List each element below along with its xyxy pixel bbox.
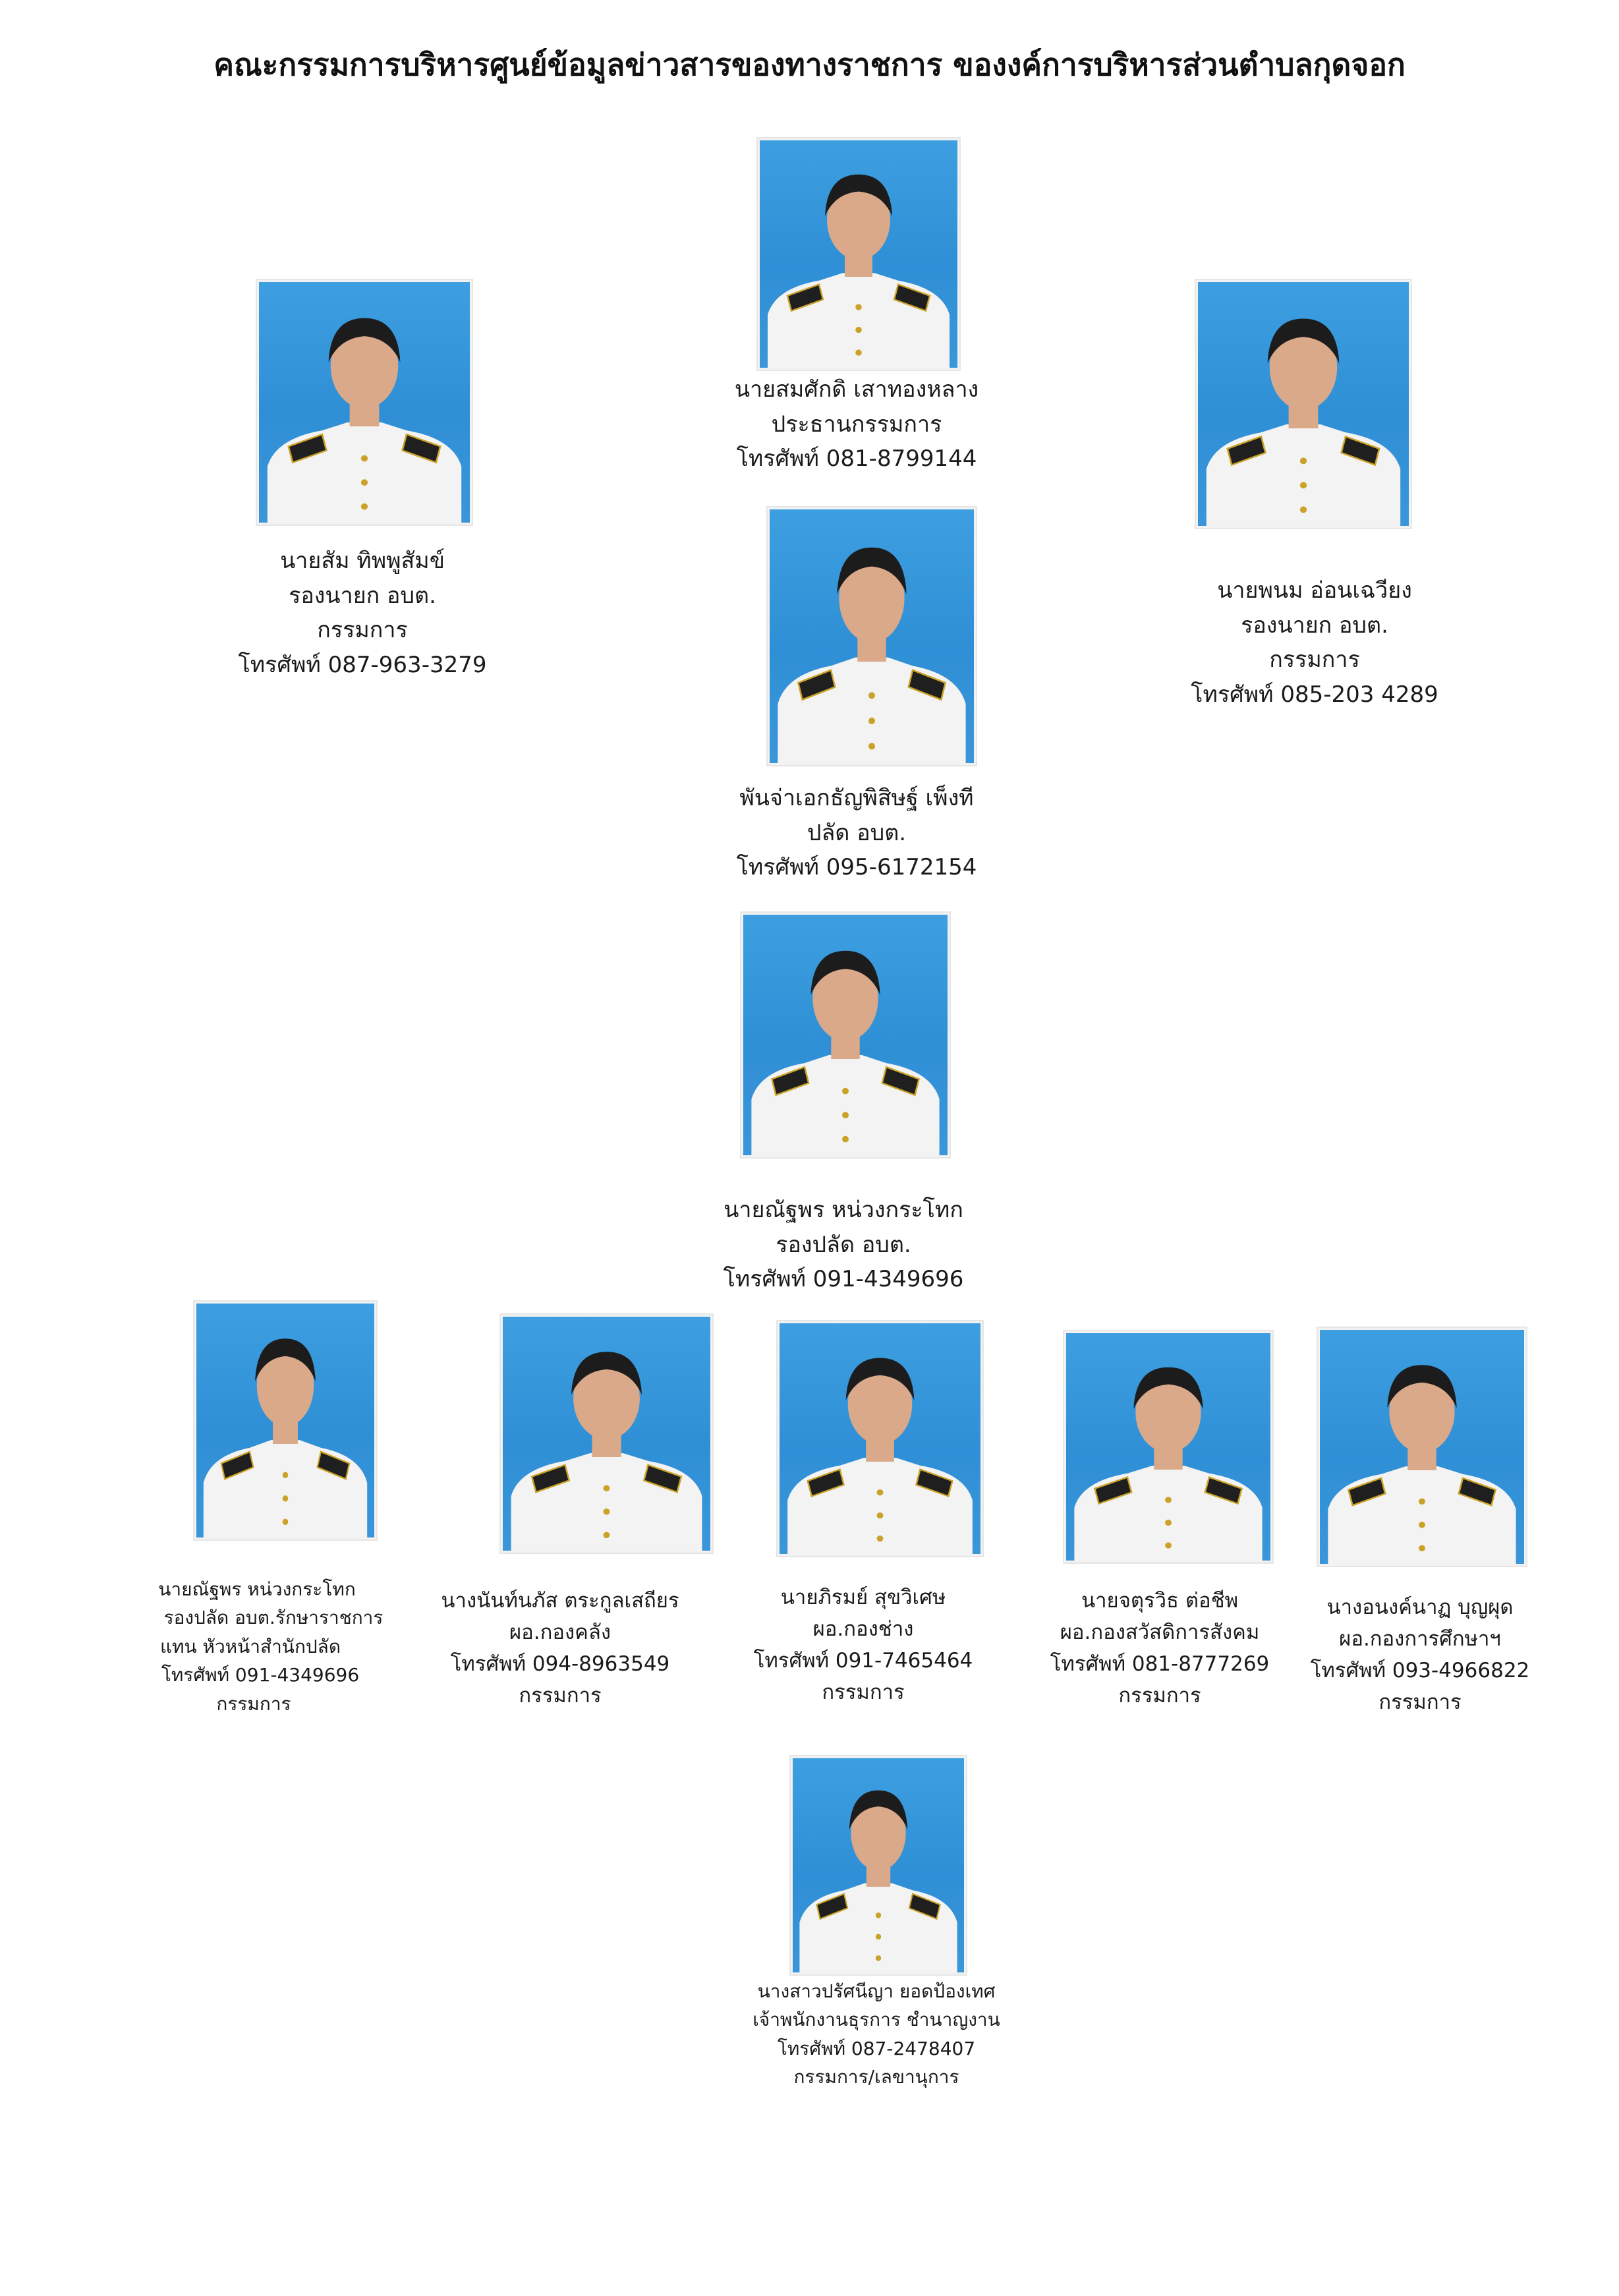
member-duty: กรรมการ (216, 1692, 291, 1715)
member-role: เจ้าพนักงานธุรการ ชำนาญงาน (753, 2009, 1000, 2031)
portrait-secretary (791, 1756, 966, 1974)
portrait-deputy-right (1196, 280, 1411, 528)
member-role-extra: แทน หัวหน้าสำนักปลัด (159, 1635, 341, 1657)
portrait-figure (503, 1317, 710, 1551)
portrait-figure (196, 1304, 374, 1537)
portrait-row4-5 (1318, 1328, 1526, 1566)
member-phone: โทรศัพท์ 091-4349696 (161, 1664, 360, 1686)
portrait-figure (780, 1323, 980, 1554)
member-name: นายสมศักดิ เสาทองหลาง (734, 376, 979, 403)
member-duty: กรรมการ/เลขานุการ (793, 2066, 959, 2088)
portrait-figure (770, 509, 974, 763)
portrait-figure (793, 1758, 964, 1972)
portrait-row4-4 (1064, 1331, 1272, 1563)
portrait-row4-1 (194, 1302, 376, 1539)
caption-row4-2 (422, 1585, 698, 1711)
member-duty: กรรมการ (822, 1680, 905, 1705)
portrait-row4-3 (778, 1321, 982, 1556)
member-duty: กรรมการ (317, 617, 408, 644)
member-phone: โทรศัพท์ 085-203 4289 (1191, 681, 1438, 708)
member-name: นายจตุรวิธ ต่อชีพ (1081, 1589, 1239, 1613)
member-phone: โทรศัพท์ 091-4349696 (723, 1266, 964, 1293)
page-title: คณะกรรมการบริหารศูนย์ข้อมูลข่าวสารของทางราชการ ของงค์การบริหารส่วนตำบลกุดจอก (213, 47, 1406, 82)
portrait-clerk (768, 507, 976, 765)
member-name: นางสาวปรัศนีญา ยอดป้องเทศ (757, 1980, 996, 2002)
member-name: นายพนม อ่อนเฉวียง (1217, 577, 1412, 604)
portrait-figure (1066, 1333, 1270, 1561)
member-phone: โทรศัพท์ 093-4966822 (1310, 1659, 1530, 1683)
caption-chairman (659, 372, 1054, 476)
member-role: ผอ.กองการศึกษาฯ (1339, 1627, 1501, 1651)
member-name: นายณัฐพร หน่วงกระโทก (158, 1578, 356, 1600)
member-phone: โทรศัพท์ 094-8963549 (450, 1652, 670, 1677)
member-duty: กรรมการ (1378, 1690, 1462, 1715)
caption-deputy-right (1117, 573, 1512, 712)
member-duty: กรรมการ (1269, 646, 1360, 674)
caption-row4-3 (725, 1582, 1002, 1708)
member-role: ผอ.กองคลัง (509, 1621, 611, 1645)
member-role: ผอ.กองสวัสดิการสังคม (1060, 1621, 1260, 1645)
member-name: นายสัม ทิพพูสัมข์ (280, 548, 445, 574)
portrait-figure (743, 915, 948, 1155)
portrait-figure (1320, 1330, 1524, 1564)
caption-clerk (659, 781, 1054, 885)
member-phone: โทรศัพท์ 095-6172154 (736, 854, 977, 881)
member-duty: กรรมการ (1118, 1684, 1201, 1708)
caption-deputy-left (165, 544, 560, 683)
member-duty: กรรมการ (519, 1684, 602, 1708)
caption-secretary (712, 1977, 1041, 2092)
portrait-row4-2 (501, 1315, 712, 1553)
member-phone: โทรศัพท์ 081-8777269 (1050, 1652, 1270, 1677)
caption-row4-4 (1011, 1585, 1308, 1711)
portrait-chairman (758, 138, 959, 370)
member-role: รองนายก อบต. (1241, 612, 1388, 639)
member-role: รองปลัด อบต.รักษาราชการ (163, 1607, 383, 1629)
member-phone: โทรศัพท์ 091-7465464 (753, 1649, 973, 1673)
member-phone: โทรศัพท์ 087-963-3279 (238, 652, 487, 679)
caption-deputy-clerk (646, 1193, 1041, 1297)
portrait-deputy-clerk (741, 913, 950, 1157)
portrait-figure (1198, 282, 1409, 526)
portrait-figure (760, 140, 957, 368)
member-name: นายภิรมย์ สุขวิเศษ (780, 1586, 946, 1609)
member-role: ผอ.กองช่าง (812, 1617, 914, 1642)
member-phone: โทรศัพท์ 087-2478407 (777, 2037, 976, 2059)
member-role: รองปลัด อบต. (776, 1231, 911, 1258)
member-role: รองนายก อบต. (289, 582, 436, 609)
member-role: ประธานกรรมการ (771, 411, 942, 438)
member-name: นางอนงค์นาฏ บุญผุด (1326, 1595, 1514, 1619)
member-name: พันจ่าเอกธัญพิสิษฐ์ เพ็งที (739, 785, 974, 811)
portrait-deputy-left (257, 280, 472, 525)
portrait-figure (259, 282, 470, 523)
member-name: นายณัฐพร หน่วงกระโทก (724, 1197, 963, 1223)
member-name: นางนันท์นภัส ตระกูลเสถียร (441, 1589, 679, 1613)
caption-row4-5 (1272, 1592, 1568, 1718)
member-role: ปลัด อบต. (807, 819, 907, 846)
member-phone: โทรศัพท์ 081-8799144 (736, 445, 977, 473)
caption-row4-1 (125, 1575, 422, 1718)
